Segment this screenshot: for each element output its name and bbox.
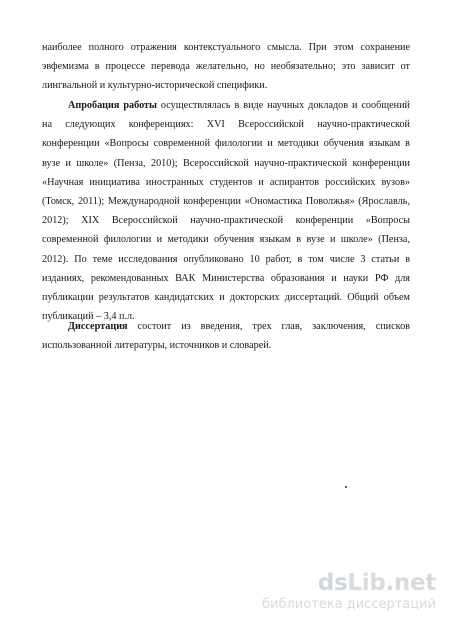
paragraph-3 (42, 317, 410, 355)
paragraph-3-text: состоит из введения, трех глав, заключения, списков использованной литературы, источников и словарей. (42, 321, 410, 352)
paragraph-2-lead: Апробация работы (68, 100, 157, 111)
watermark (262, 570, 436, 613)
paragraph-2 (42, 96, 410, 326)
stray-dot (345, 486, 347, 488)
paragraph-3-lead: Диссертация (68, 321, 128, 332)
paragraph-1: наиболее полного отражения контекстуального смысла. При этом сохранение эвфемизма в процессе перевода желательно, но необязательно; это зависит от лингвальной и культурно-исторической специфики. (42, 42, 410, 92)
watermark-tagline: библиотека диссертаций (262, 597, 436, 612)
paragraph-2-text: осуществлялась в виде научных докладов и сообщений на следующих конференциях: XVI Всероссийской научно-практической конференции «Вопросы современной филологии и методики обучения языкам в вузе и школе» (Пенза, 2010); Всероссийской научно-практической конференции «Научная инициатива иностранных студентов и аспирантов российских вузов» (Томск, 2011); Международной конференции «Ономастика Поволжья» (Ярославль, 2012); XIX Всероссийской научно-практической конференции «Вопросы современной филологии и методики обучения языкам в вузе и школе» (Пенза, 2012). По теме исследования опубликовано 10 работ, в том числе 3 статьи в изданиях, рекомендованных ВАК Министерства образования и науки РФ для публикации результатов кандидатских и докторских диссертаций. Общий объем публикаций – 3,4 п.л. (42, 100, 411, 323)
watermark-logo-net: .net (385, 570, 436, 596)
watermark-logo-ds: ds (317, 570, 348, 596)
watermark-logo-lib: Lib (347, 570, 386, 596)
watermark-logo (262, 570, 436, 596)
